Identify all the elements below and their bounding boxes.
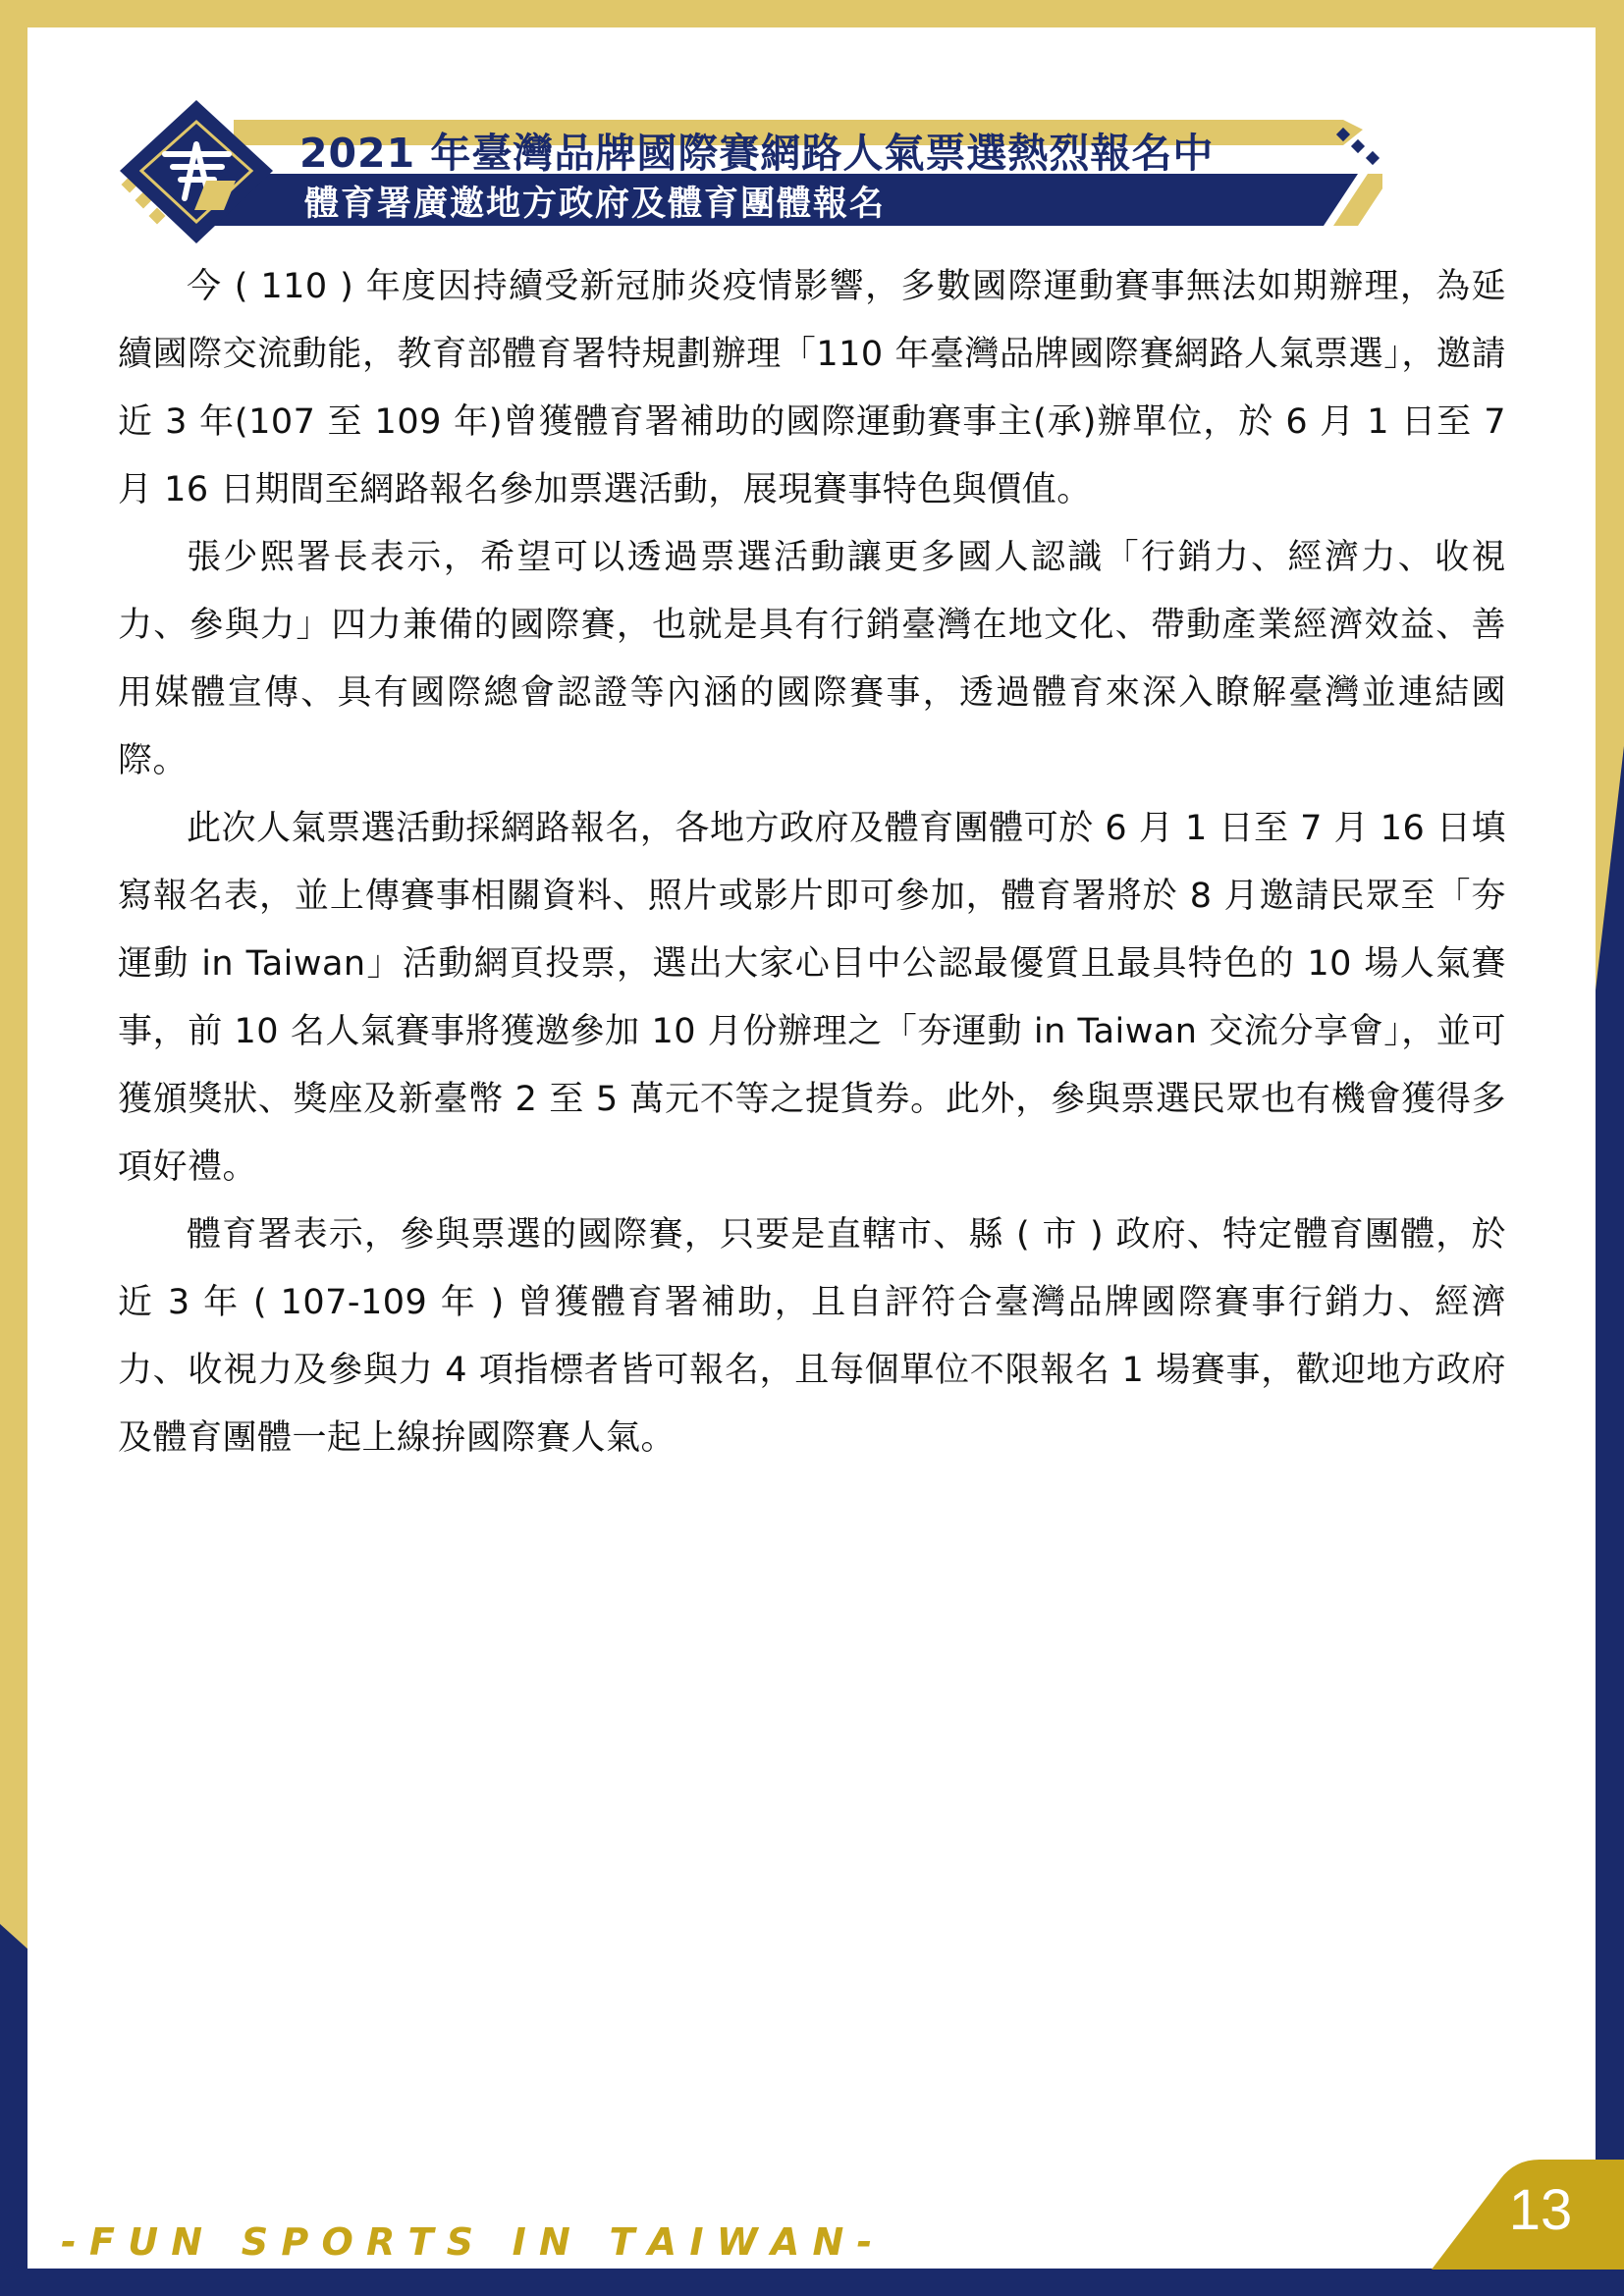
article-paragraph: 張少熙署長表示，希望可以透過票選活動讓更多國人認識「行銷力、經濟力、收視力、參與力」四力兼備的國際賽，也就是具有行銷臺灣在地文化、帶動產業經濟效益、善用媒體宣傳、具有國際總會認證等內涵的國際賽事，透過體育來深入瞭解臺灣並連結國際。 [118,538,1506,780]
footer-slogan: - F U N S P O R T S I N T A I W A N - [61,2220,873,2264]
page-title: 2021 年臺灣品牌國際賽網路人氣票選熱烈報名中 [299,130,1215,177]
article-body [118,253,1506,1472]
bottom-navy-band [0,2269,1624,2296]
article-paragraph: 今 ( 110 ) 年度因持續受新冠肺炎疫情影響，多數國際運動賽事無法如期辦理，為延續國際交流動能，教育部體育署特規劃辦理「110 年臺灣品牌國際賽網路人氣票選」，邀請近 3 年(107 至 109 年)曾獲體育署補助的國際運動賽事主(承)辦單位，於 6 月 1 日至 7 月 16 日期間至網路報名參加票選活動，展現賽事特色與價值。 [118,267,1506,509]
article-paragraph: 體育署表示，參與票選的國際賽，只要是直轄市、縣 ( 市 ) 政府、特定體育團體，於近 3 年 ( 107-109 年 ) 曾獲體育署補助，且自評符合臺灣品牌國際賽事行銷力、經濟力、收視力及參與力 4 項指標者皆可報名，且每個單位不限報名 1 場賽事，歡迎地方政府及體育團體一起上線拚國際賽人氣。 [118,1215,1506,1458]
page-subtitle: 體育署廣邀地方政府及體育團體報名 [304,185,887,224]
article-paragraph: 此次人氣票選活動採網路報名，各地方政府及體育團體可於 6 月 1 日至 7 月 16 日填寫報名表，並上傳賽事相關資料、照片或影片即可參加，體育署將於 8 月邀請民眾至「夯運動 in Taiwan」活動網頁投票，選出大家心目中公認最優質且最具特色的 10 場人氣賽事，前 10 名人氣賽事將獲邀參加 10 月份辦理之「夯運動 in Taiwan 交流分享會」，並可獲頒獎狀、獎座及新臺幣 2 至 5 萬元不等之提貨券。此外，參與票選民眾也有機會獲得多項好禮。 [118,809,1506,1187]
page-number: 13 [1508,2178,1573,2242]
